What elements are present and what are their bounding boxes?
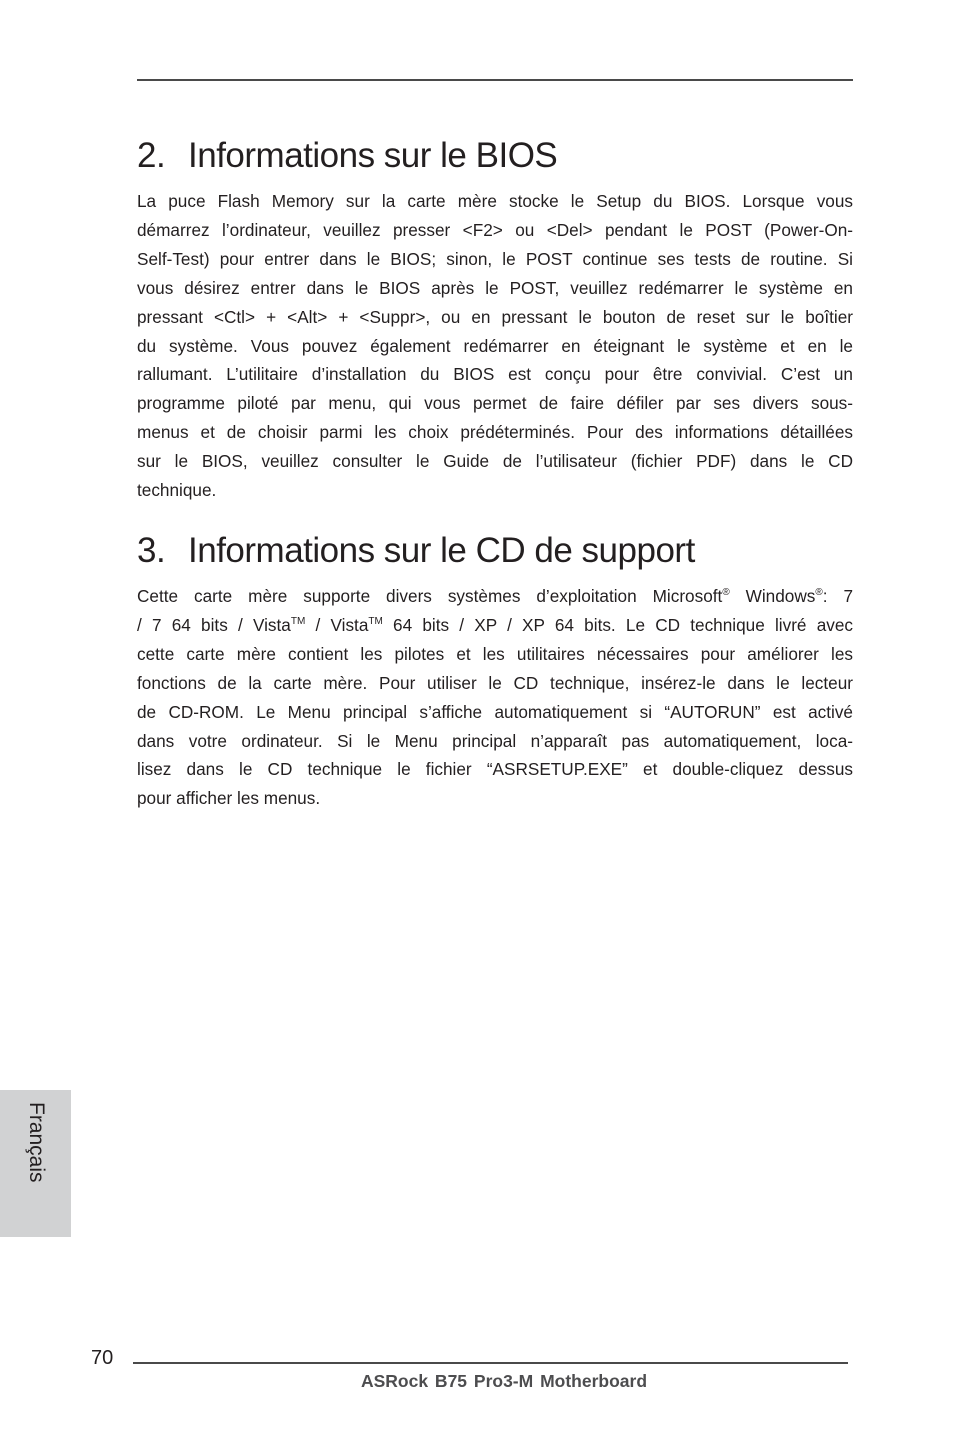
paragraph-line: menus et de choisir parmi les choix prédéterminés. Pour des informations détaillées xyxy=(137,422,853,443)
section-heading-bios xyxy=(137,135,853,177)
registered-mark: ® xyxy=(815,587,823,598)
section-heading-cd xyxy=(137,530,853,572)
section-title: Informations sur le CD de support xyxy=(188,531,695,570)
paragraph-line: fonctions de la carte mère. Pour utiliser le CD technique, insérez-le dans le lecteur xyxy=(137,672,853,693)
paragraph-line: rallumant. L’utilitaire d’installation du BIOS est conçu pour être convivial. C’est un xyxy=(137,364,853,385)
language-label: Français xyxy=(25,1102,48,1183)
header-rule xyxy=(137,79,853,81)
paragraph-line xyxy=(137,582,853,611)
registered-mark: ® xyxy=(722,587,730,598)
footer-rule xyxy=(133,1362,848,1364)
section-support-cd xyxy=(137,530,853,813)
paragraph-line xyxy=(137,611,853,640)
paragraph-line: Self-Test) pour entrer dans le BIOS; sinon, le POST continue ses tests de routine. Si xyxy=(137,248,853,269)
paragraph-line: sur le BIOS, veuillez consulter le Guide de l’utilisateur (fichier PDF) dans le CD xyxy=(137,451,853,472)
paragraph-line: du système. Vous pouvez également redémarrer en éteignant le système et en le xyxy=(137,335,853,356)
paragraph-line: de CD-ROM. Le Menu principal s’affiche automatiquement si “AUTORUN” est activé xyxy=(137,701,853,722)
text-run: / Vista xyxy=(305,614,369,635)
paragraph-line: pressant <Ctl> + <Alt> + <Suppr>, ou en pressant le bouton de reset sur le boîtier xyxy=(137,306,853,327)
text-run: / 7 64 bits / Vista xyxy=(137,614,291,635)
paragraph-line: lisez dans le CD technique le fichier “ASRSETUP.EXE” et double-cliquez dessus xyxy=(137,759,853,780)
paragraph-line: vous désirez entrer dans le BIOS après le POST, veuillez redémarrer le système en xyxy=(137,277,853,298)
text-run: : 7 xyxy=(822,586,853,606)
trademark-mark: TM xyxy=(368,615,383,627)
paragraph-line: démarrez l’ordinateur, veuillez presser <F2> ou <Del> pendant le POST (Power-On- xyxy=(137,219,853,240)
paragraph-line: La puce Flash Memory sur la carte mère stocke le Setup du BIOS. Lorsque vous xyxy=(137,191,853,211)
paragraph-line: programme piloté par menu, qui vous permet de faire défiler par ses divers sous- xyxy=(137,393,853,414)
paragraph-line: cette carte mère contient les pilotes et les utilitaires nécessaires pour améliorer les xyxy=(137,643,853,664)
paragraph-line: technique. xyxy=(137,480,217,501)
section-title: Informations sur le BIOS xyxy=(188,136,558,175)
text-run: 64 bits / XP / XP 64 bits. Le CD technique livré avec xyxy=(382,614,853,635)
bios-paragraph xyxy=(137,187,853,505)
trademark-mark: TM xyxy=(290,615,306,627)
section-number: 3. xyxy=(137,531,166,570)
text-run: Windows xyxy=(729,586,816,606)
footer-product-name: ASRock B75 Pro3-M Motherboard xyxy=(360,1371,648,1391)
page-number: 70 xyxy=(91,1347,114,1369)
language-side-tab xyxy=(0,1090,71,1237)
section-number: 2. xyxy=(137,136,166,175)
text-run: Cette carte mère supporte divers systèmes d’exploitation Microsoft xyxy=(137,586,723,606)
paragraph-line: dans votre ordinateur. Si le Menu principal n’apparaît pas automatiquement, loca- xyxy=(137,730,853,751)
paragraph-line: pour afficher les menus. xyxy=(137,788,321,809)
cd-paragraph xyxy=(137,582,853,813)
section-bios xyxy=(137,135,853,505)
